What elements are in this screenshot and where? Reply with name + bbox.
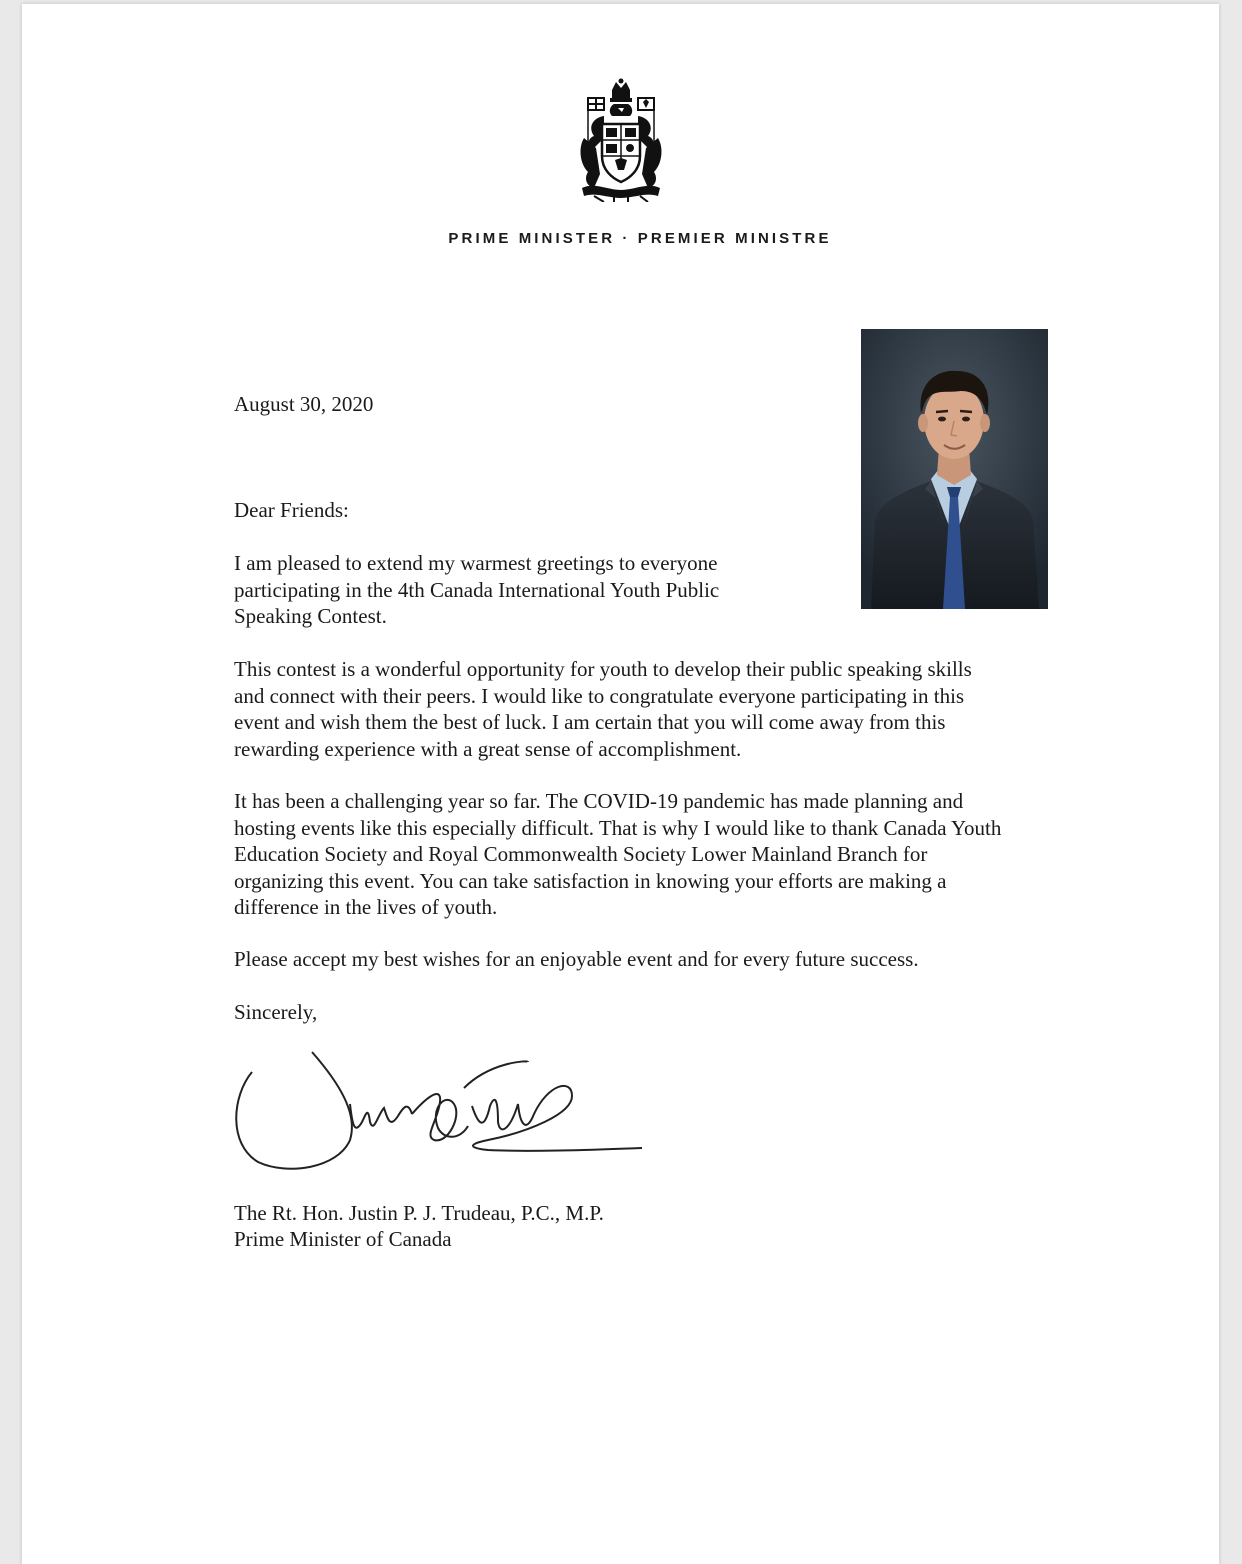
portrait-photo — [861, 329, 1048, 609]
portrait-photo-graphic — [861, 329, 1048, 609]
letter-paragraph: I am pleased to extend my warmest greetings to everyone participating in the 4th Canada International Youth Public Speaking Contest. — [234, 551, 720, 628]
letter-page — [22, 4, 1219, 1564]
letter-paragraph: This contest is a wonderful opportunity for youth to develop their public speaking skills and connect with their peers. I would like to congratulate everyone participating in this event and wish them the best of luck. I am certain that you will come away from this rewarding experience with a great sense of accomplishment. — [234, 657, 972, 761]
coat-of-arms-icon — [574, 78, 668, 202]
handwritten-signature-icon — [228, 1044, 648, 1179]
letter-paragraph: Please accept my best wishes for an enjoyable event and for every future success. — [234, 947, 919, 971]
signatory-name: The Rt. Hon. Justin P. J. Trudeau, P.C., M.P. — [234, 1201, 604, 1225]
letter-paragraph: It has been a challenging year so far. The COVID-19 pandemic has made planning and hosting events like this especially difficult. That is why I would like to thank Canada Youth Education Society and Royal Commonwealth Society Lower Mainland Branch for organizing this event. You can take satisfaction in knowing your efforts are making a difference in the lives of youth. — [234, 789, 1002, 919]
letter-closing: Sincerely, — [234, 1000, 318, 1024]
signatory-title: Prime Minister of Canada — [234, 1227, 452, 1251]
letter-date: August 30, 2020 — [234, 392, 374, 416]
letter-salutation: Dear Friends: — [234, 498, 349, 522]
letterhead-office-title: PRIME MINISTER · PREMIER MINISTRE — [448, 230, 832, 247]
